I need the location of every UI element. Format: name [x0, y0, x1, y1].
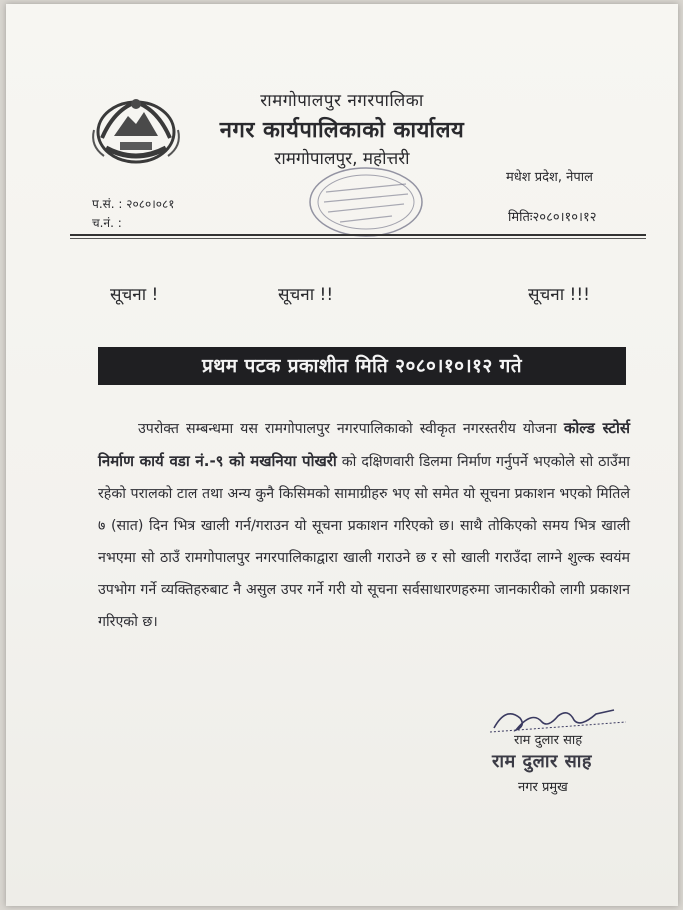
header-divider	[70, 234, 646, 236]
office-address: रामगोपालपुर, महोत्तरी	[274, 149, 410, 169]
signatory-title: नगर प्रमुख	[518, 780, 568, 795]
chalani-number: च.नं. :	[92, 216, 122, 230]
notice-heading-1: सूचना !	[110, 285, 159, 305]
notice-document	[6, 4, 678, 906]
body-text-2: को दक्षिणवारी डिलमा निर्माण गर्नुपर्ने भएकोले सो ठाउँमा रहेको परालको टाल तथा अन्य कुनै किसिमको सामाग्रीहरु भए सो समेत यो सूचना प्रकाशन भएको मितिले ७ (सात) दिन भित्र खाली गर्न/गराउन यो सूचना प्रकाशन गरिएको छ। साथै तोकिएको समय भित्र खाली नभएमा सो ठाउँ रामगोपालपुर नगरपालिकाद्वारा खाली गराउने छ र सो खाली गराउँदा लाग्ने शुल्क स्वयंम उपभोग गर्ने व्यक्तिहरुबाट नै असुल उपर गर्ने गरी यो सूचना सर्वसाधारणहरुमा जानकारीको लागी प्रकाशन गरिएको छ।	[98, 454, 630, 630]
reference-block	[92, 195, 174, 233]
municipality-name: रामगोपालपुर नगरपालिका	[260, 91, 424, 111]
notice-body	[98, 412, 630, 638]
notice-heading-3: सूचना !!!	[528, 285, 590, 305]
project-name: कोल्ड स्टोर्स निर्माण कार्य वडा नं.-९ को मखनिया पोखरी	[98, 419, 630, 470]
issue-date: मितिः२०८०।१०।१२	[508, 210, 597, 225]
body-text-1: उपरोक्त सम्बन्धमा यस रामगोपालपुर नगरपालिकाको स्वीकृत नगरस्तरीय योजना	[138, 421, 564, 437]
signatory-name: राम दुलार साह	[514, 733, 583, 748]
province-label: मधेश प्रदेश, नेपाल	[506, 170, 593, 185]
header-divider-thin	[70, 238, 646, 239]
office-name: नगर कार्यपालिकाको कार्यालय	[219, 118, 465, 143]
publication-banner: प्रथम पटक प्रकाशीत मिति २०८०।१०।१२ गते	[98, 347, 626, 385]
patra-sankhya: प.सं. : २०८०।०८१	[92, 197, 175, 211]
office-stamp-icon	[306, 162, 426, 242]
signatory-name-stamp: राम दुलार साह	[492, 751, 592, 772]
notice-heading-2: सूचना !!	[278, 285, 334, 305]
